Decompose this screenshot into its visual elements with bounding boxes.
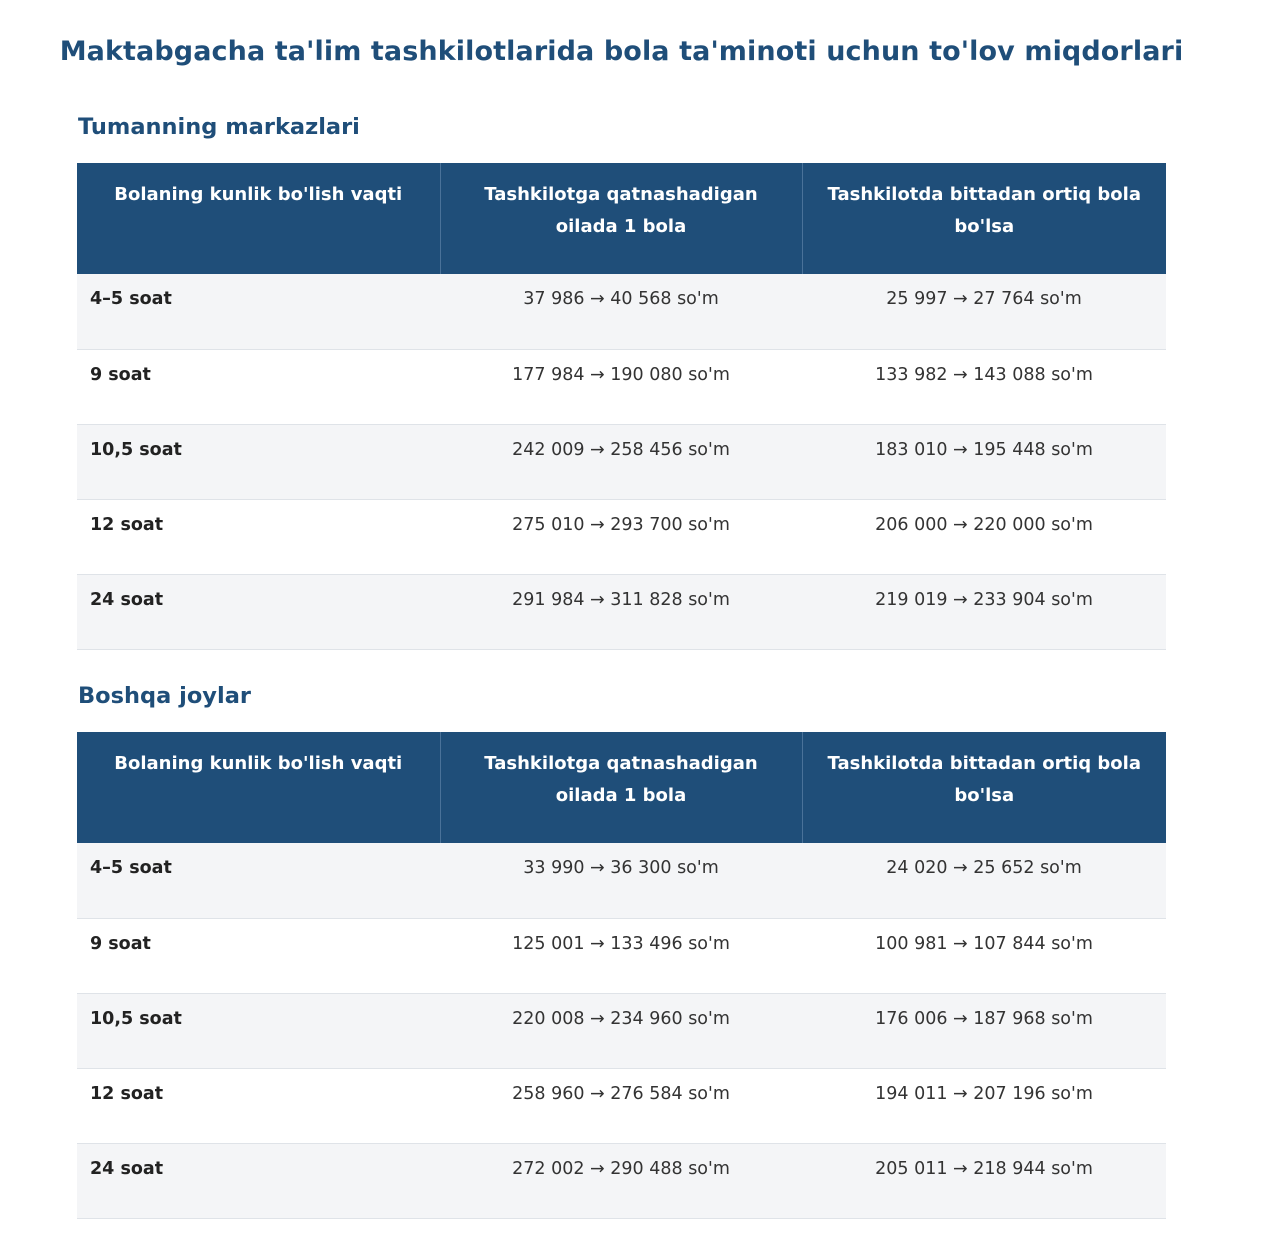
duration-cell: 12 soat [77, 1068, 440, 1143]
duration-cell: 12 soat [77, 499, 440, 574]
one-child-fee-cell: 220 008 → 234 960 so'm [440, 993, 802, 1068]
multi-child-fee-cell: 100 981 → 107 844 so'm [802, 918, 1166, 993]
one-child-fee-cell: 272 002 → 290 488 so'm [440, 1143, 802, 1218]
duration-cell: 4–5 soat [77, 843, 440, 918]
table-header-row [77, 732, 1166, 843]
duration-cell: 24 soat [77, 574, 440, 649]
column-header-multiple-children: Tashkilotda bittadan ortiq bola bo'lsa [802, 732, 1166, 843]
one-child-fee-cell: 33 990 → 36 300 so'm [440, 843, 802, 918]
one-child-fee-cell: 37 986 → 40 568 so'm [440, 274, 802, 349]
table-header-row [77, 163, 1166, 274]
column-header-multiple-children: Tashkilotda bittadan ortiq bola bo'lsa [802, 163, 1166, 274]
multi-child-fee-cell: 219 019 → 233 904 so'm [802, 574, 1166, 649]
duration-cell: 9 soat [77, 918, 440, 993]
duration-cell: 10,5 soat [77, 993, 440, 1068]
duration-cell: 4–5 soat [77, 274, 440, 349]
fee-table-district-centers [77, 163, 1166, 650]
table-row [77, 349, 1166, 424]
duration-cell: 10,5 soat [77, 424, 440, 499]
fee-table-other-places [77, 732, 1166, 1219]
table-row [77, 1068, 1166, 1143]
section-title-district-centers: Tumanning markazlari [78, 114, 360, 140]
multi-child-fee-cell: 25 997 → 27 764 so'm [802, 274, 1166, 349]
multi-child-fee-cell: 183 010 → 195 448 so'm [802, 424, 1166, 499]
column-header-one-child: Tashkilotga qatnashadigan oilada 1 bola [440, 732, 802, 843]
multi-child-fee-cell: 205 011 → 218 944 so'm [802, 1143, 1166, 1218]
page-title: Maktabgacha ta'lim tashkilotlarida bola ta'minoti uchun to'lov miqdorlari [59, 36, 1184, 67]
table-row [77, 1143, 1166, 1218]
column-header-one-child: Tashkilotga qatnashadigan oilada 1 bola [440, 163, 802, 274]
section-title-other-places: Boshqa joylar [78, 683, 251, 709]
multi-child-fee-cell: 133 982 → 143 088 so'm [802, 349, 1166, 424]
one-child-fee-cell: 275 010 → 293 700 so'm [440, 499, 802, 574]
multi-child-fee-cell: 194 011 → 207 196 so'm [802, 1068, 1166, 1143]
column-header-duration: Bolaning kunlik bo'lish vaqti [77, 163, 440, 274]
duration-cell: 24 soat [77, 1143, 440, 1218]
multi-child-fee-cell: 176 006 → 187 968 so'm [802, 993, 1166, 1068]
one-child-fee-cell: 258 960 → 276 584 so'm [440, 1068, 802, 1143]
table-row [77, 574, 1166, 649]
table-row [77, 843, 1166, 918]
one-child-fee-cell: 125 001 → 133 496 so'm [440, 918, 802, 993]
table-row [77, 274, 1166, 349]
table-row [77, 499, 1166, 574]
one-child-fee-cell: 242 009 → 258 456 so'm [440, 424, 802, 499]
one-child-fee-cell: 177 984 → 190 080 so'm [440, 349, 802, 424]
table-row [77, 993, 1166, 1068]
one-child-fee-cell: 291 984 → 311 828 so'm [440, 574, 802, 649]
multi-child-fee-cell: 206 000 → 220 000 so'm [802, 499, 1166, 574]
duration-cell: 9 soat [77, 349, 440, 424]
table-row [77, 424, 1166, 499]
table-row [77, 918, 1166, 993]
multi-child-fee-cell: 24 020 → 25 652 so'm [802, 843, 1166, 918]
column-header-duration: Bolaning kunlik bo'lish vaqti [77, 732, 440, 843]
